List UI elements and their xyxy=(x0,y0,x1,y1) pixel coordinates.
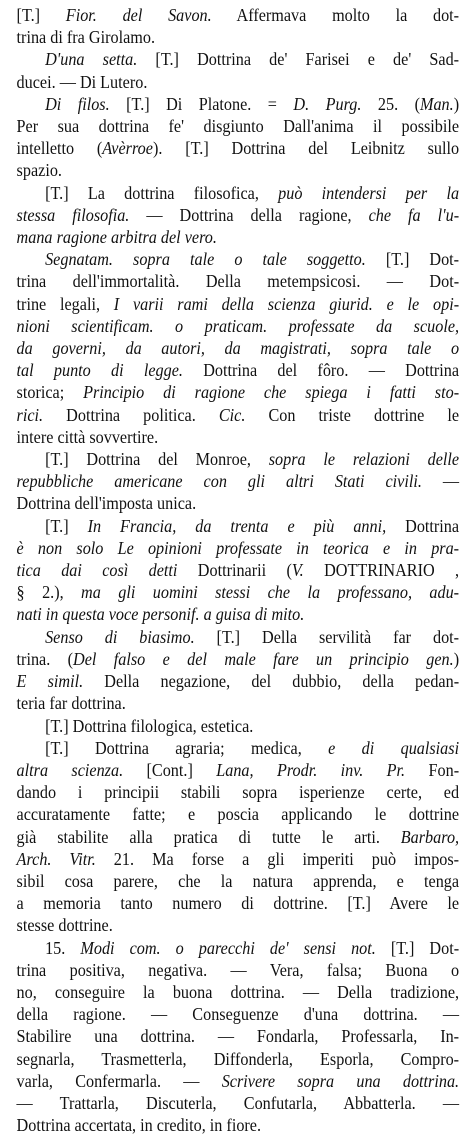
text-line xyxy=(17,1114,460,1136)
text-segment: Fon- xyxy=(405,759,460,780)
italic-segment: E simil. xyxy=(16,671,84,692)
text-line xyxy=(17,1003,460,1025)
text-segment: ) xyxy=(453,93,460,114)
text-line xyxy=(17,1092,460,1114)
text-segment: 25. ( xyxy=(361,93,420,114)
italic-segment: ma gli uomini stessi che la professano, adu- xyxy=(81,582,460,603)
text-line xyxy=(17,981,460,1003)
text-line xyxy=(17,48,460,70)
italic-segment: In Francia, da trenta e più anni, xyxy=(87,515,387,536)
text-line xyxy=(17,404,460,426)
text-line xyxy=(17,826,460,848)
text-segment: [T.] xyxy=(45,515,88,536)
text-segment: [T.] Dottrina filologica, estetica. xyxy=(45,715,254,736)
text-segment: già stabilite alla pratica di tutte le arti. xyxy=(16,826,401,847)
text-line xyxy=(17,26,460,48)
text-segment: ). [T.] Dottrina del Leibnitz sullo xyxy=(152,138,460,159)
text-line xyxy=(17,914,460,936)
text-line xyxy=(17,492,460,514)
italic-segment: rici. xyxy=(16,404,44,425)
text-line xyxy=(17,1025,460,1047)
text-line xyxy=(17,603,460,625)
text-line xyxy=(17,759,460,781)
text-segment: [Cont.] xyxy=(123,759,217,780)
italic-segment: Fior. del Savon. xyxy=(65,5,212,25)
italic-segment: Cic. xyxy=(218,404,246,425)
text-segment: no, conseguire la buona dottrina. — Della tradizione, xyxy=(16,981,460,1002)
text-line xyxy=(17,959,460,981)
text-segment: — Trattarla, Discuterla, Confutarla, Abbatterla. — xyxy=(16,1092,460,1113)
text-line xyxy=(17,182,460,204)
text-segment: [T.] xyxy=(16,5,66,25)
text-segment: 15. xyxy=(45,937,81,958)
italic-segment: Scrivere sopra una dottrina. xyxy=(221,1070,460,1091)
text-segment: dando i principii stabili sopra isperienze certe, ed xyxy=(16,782,460,803)
text-segment: sibil cosa parere, che la natura apprenda, e tenga xyxy=(16,870,460,891)
text-segment: storica; xyxy=(16,382,84,403)
italic-segment: da governi, da autori, da magistrati, sopra tale o xyxy=(16,338,460,359)
text-line xyxy=(17,559,460,581)
text-segment: intelletto ( xyxy=(16,138,103,159)
text-segment: Per sua dottrina fe' disgiunto Dall'anima il possibile xyxy=(16,116,460,137)
text-line xyxy=(17,870,460,892)
text-segment: accuratamente fatte; e poscia applicando le dottrine xyxy=(16,804,460,825)
text-segment: trina positiva, negativa. — Vera, falsa; Buona o xyxy=(16,959,460,980)
italic-segment: Principio di ragione che spiega i fatti sto- xyxy=(83,382,460,403)
text-segment: Dottrinarii ( xyxy=(177,560,292,581)
text-segment: Stabilire una dottrina. — Fondarla, Professarla, In- xyxy=(16,1026,460,1047)
text-segment: DOTTRINARIO , xyxy=(303,560,460,581)
text-line xyxy=(17,1070,460,1092)
italic-segment: e di qualsiasi xyxy=(328,737,460,758)
text-segment: Dottrina accertata, in credito, in fiore. xyxy=(16,1115,262,1136)
italic-segment: V. xyxy=(291,560,304,581)
text-segment: 21. Ma forse a gli imperiti può impos- xyxy=(95,848,460,869)
text-line xyxy=(17,71,460,93)
text-line xyxy=(17,803,460,825)
italic-segment: Modi com. o parecchi de' sensi not. xyxy=(80,937,376,958)
italic-segment: Segnatam. sopra tale o tale soggetto. xyxy=(45,249,366,270)
text-line xyxy=(17,470,460,492)
italic-segment: Arch. Vitr. xyxy=(16,848,96,869)
text-line xyxy=(17,937,460,959)
text-segment: [T.] Dottrina agraria; medica, xyxy=(45,737,329,758)
italic-segment: Man. xyxy=(419,93,454,114)
text-segment: [T.] Della servilità far dot- xyxy=(194,626,460,647)
italic-segment: altra scienza. xyxy=(16,759,124,780)
text-segment: stesse dottrine. xyxy=(16,915,113,936)
italic-segment: Lana, Prodr. inv. Pr. xyxy=(216,759,406,780)
text-line xyxy=(17,248,460,270)
italic-segment: Barbaro, xyxy=(400,826,460,847)
italic-segment: I varii rami della scienza giurid. e le opi- xyxy=(113,293,460,314)
text-line xyxy=(17,359,460,381)
text-line xyxy=(17,715,460,737)
italic-segment: può intendersi per la xyxy=(278,182,460,203)
text-segment: [T.] Dot- xyxy=(375,937,460,958)
text-line xyxy=(17,381,460,403)
italic-segment: sopra le relazioni delle xyxy=(268,449,460,470)
text-segment: intere città sovvertire. xyxy=(16,426,159,447)
text-segment: spazio. xyxy=(16,160,62,181)
text-segment: Dottrina dell'imposta unica. xyxy=(16,493,197,514)
text-line xyxy=(17,781,460,803)
text-segment: della ragione. — Conseguenze d'una dottrina. — xyxy=(16,1004,460,1025)
italic-segment: repubbliche americane con gli altri Stati civili. xyxy=(16,471,422,492)
text-line xyxy=(17,581,460,603)
text-segment: Affermava molto la dot- xyxy=(211,5,460,25)
text-line xyxy=(17,293,460,315)
italic-segment: stessa filosofia. xyxy=(16,204,130,225)
text-segment: ) xyxy=(453,648,460,669)
text-line xyxy=(17,315,460,337)
text-line xyxy=(17,648,460,670)
text-segment: § 2.), xyxy=(16,582,82,603)
text-segment: varla, Confermarla. — xyxy=(16,1070,222,1091)
text-line xyxy=(17,515,460,537)
text-line xyxy=(17,270,460,292)
text-segment: [T.] La dottrina filosofica, xyxy=(45,182,279,203)
italic-segment: D. Purg. xyxy=(293,93,362,114)
italic-segment: D'una setta. xyxy=(45,49,138,70)
text-segment: [T.] Di Platone. = xyxy=(109,93,294,114)
italic-segment: Senso di biasimo. xyxy=(45,626,195,647)
text-line xyxy=(17,159,460,181)
text-segment: Dottrina xyxy=(386,515,460,536)
text-line xyxy=(17,892,460,914)
text-line xyxy=(17,626,460,648)
italic-segment: nioni scientificam. o praticam. professate da scuole, xyxy=(16,315,460,336)
text-line xyxy=(17,1048,460,1070)
text-segment: a memoria tanto numero di dottrine. [T.] Avere le xyxy=(16,893,460,914)
text-line xyxy=(17,670,460,692)
italic-segment: nati in questa voce personif. a guisa di mito. xyxy=(16,604,305,625)
text-line xyxy=(17,337,460,359)
text-line xyxy=(17,204,460,226)
text-segment: — xyxy=(421,471,460,492)
italic-segment: mana ragione arbitra del vero. xyxy=(16,227,217,248)
italic-segment: Del falso e del male fare un principio gen. xyxy=(73,648,454,669)
text-segment: trina dell'immortalità. Della metempsicosi. — Dot- xyxy=(16,271,460,292)
text-segment: [T.] Dottrina del Monroe, xyxy=(45,449,269,470)
italic-segment: Di filos. xyxy=(45,93,110,114)
text-line xyxy=(17,137,460,159)
text-line xyxy=(17,737,460,759)
text-line xyxy=(17,537,460,559)
italic-segment: Avèrroe xyxy=(102,138,153,159)
text-segment: Dottrina politica. xyxy=(43,404,219,425)
text-segment: trine legali, xyxy=(16,293,114,314)
text-line xyxy=(17,93,460,115)
text-segment: — Dottrina della ragione, xyxy=(129,204,369,225)
text-segment: teria far dottrina. xyxy=(16,693,126,714)
text-line xyxy=(17,4,460,26)
italic-segment: tica dai così detti xyxy=(16,560,178,581)
italic-segment: è non solo Le opinioni professate in teorica e in pra- xyxy=(16,537,460,558)
text-segment: ducei. — Di Lutero. xyxy=(16,71,148,92)
text-segment: trina. ( xyxy=(16,648,74,669)
text-line xyxy=(17,426,460,448)
text-line xyxy=(17,448,460,470)
italic-segment: tal punto di legge. xyxy=(16,360,183,381)
text-segment: Dottrina del fôro. — Dottrina xyxy=(182,360,460,381)
italic-segment: che fa l'u- xyxy=(368,204,460,225)
text-line xyxy=(17,848,460,870)
text-line xyxy=(17,115,460,137)
text-segment: Con triste dottrine le xyxy=(245,404,460,425)
text-segment: Della negazione, del dubbio, della pedan- xyxy=(83,671,460,692)
text-segment: [T.] Dottrina de' Farisei e de' Sad- xyxy=(137,49,460,70)
text-line xyxy=(17,692,460,714)
text-segment: segnarla, Trasmetterla, Diffonderla, Esporla, Compro- xyxy=(16,1048,460,1069)
text-segment: [T.] Dot- xyxy=(365,249,460,270)
text-segment: trina di fra Girolamo. xyxy=(16,27,156,48)
text-line xyxy=(17,226,460,248)
